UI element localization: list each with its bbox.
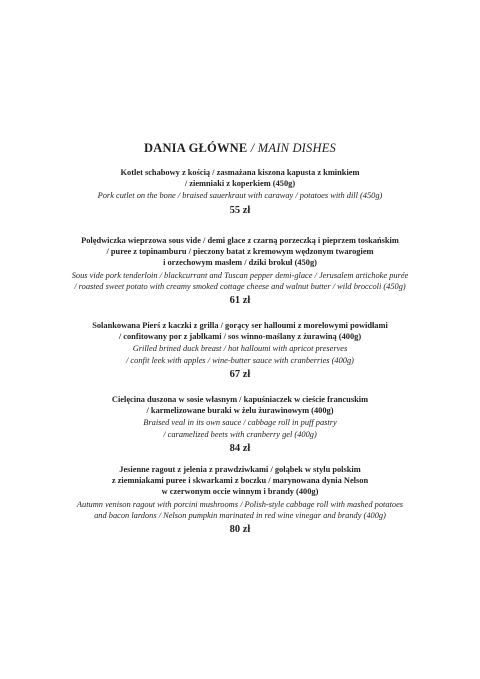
dish-name-pl: / karmelizowane buraki w żelu żurawinowym (400g) xyxy=(146,406,334,416)
dish-name-en: / confit leek with apples / wine-butter sauce with cranberries (400g) xyxy=(126,355,354,365)
dish-1 xyxy=(40,167,440,217)
dish-name-en: Grilled brined duck breast / hot halloumi with apricot preserves xyxy=(132,344,348,354)
section-title-pl: DANIA GŁÓWNE xyxy=(143,141,248,155)
dish-name-pl: Jesienne ragout z jelenia z prawdziwkami / gołąbek w stylu polskim xyxy=(119,465,361,474)
section-title-en: / MAIN DISHES xyxy=(250,141,337,155)
dish-name-en: and bacon lardons / Nelson pumpkin marinated in red wine vinegar and brandy (400g) xyxy=(94,510,386,520)
dish-name-en: Sous vide pork tenderloin / blackcurrant and Tuscan pepper demi-glace / Jerusalem artichoke purée xyxy=(71,270,409,280)
dish-name-en: Pork cutlet on the bone / braised sauerkraut with caraway / potatoes with dill (450g) xyxy=(97,191,383,201)
dish-name-pl: / confitowany por z jabłkami / sos winno-maślany z żurawiną (400g) xyxy=(118,332,362,342)
dish-price: 61 zł xyxy=(229,295,251,307)
dish-name-pl: Kotlet schabowy z kością / zasmażana kiszona kapusta z kminkiem xyxy=(120,168,360,177)
dish-name-pl: z ziemniakami puree i skwarkami z boczku / marynowana dynia Nelson xyxy=(111,476,369,486)
dish-price: 80 zł xyxy=(229,524,251,536)
dish-name-en: Braised veal in its own sauce / cabbage roll in puff pastry xyxy=(143,418,337,428)
dish-name-pl: / puree z topinamburu / pieczony batat z kremowym wędzonym twarogiem xyxy=(106,247,374,257)
dish-price: 67 zł xyxy=(229,368,251,380)
dish-2 xyxy=(40,235,440,307)
dish-name-en: / roasted sweet potato with creamy smoked cottage cheese and walnut butter / wild broccoli (450g) xyxy=(74,281,406,291)
dish-name-pl: Cielęcina duszona w sosie własnym / kapuśniaczek w cieście francuskim xyxy=(111,395,369,404)
dish-name-pl: Solankowana Pierś z kaczki z grilla / gorący ser halloumi z morelowymi powidłami xyxy=(92,321,388,330)
dish-price: 84 zł xyxy=(229,442,251,454)
dish-name-en: Autumn venison ragout with porcini mushrooms / Polish-style cabbage roll with mashed potatoes xyxy=(76,499,404,509)
section-title xyxy=(0,141,480,156)
dish-price: 55 zł xyxy=(229,204,251,216)
dish-5 xyxy=(40,464,440,536)
dish-name-en: / caramelized beets with cranberry gel (400g) xyxy=(163,429,317,439)
dish-name-pl: Polędwiczka wieprzowa sous vide / demi glace z czarną porzeczką i pieprzem toskańskim xyxy=(81,236,399,245)
dish-4 xyxy=(40,394,440,455)
dish-name-pl: w czerwonym occie winnym i brandy (400g) xyxy=(161,487,319,497)
dish-name-pl: i orzechowym masłem / dziki brokuł (450g) xyxy=(163,258,317,268)
dish-name-pl: / ziemniaki z koperkiem (450g) xyxy=(184,179,296,189)
dish-3 xyxy=(40,320,440,381)
